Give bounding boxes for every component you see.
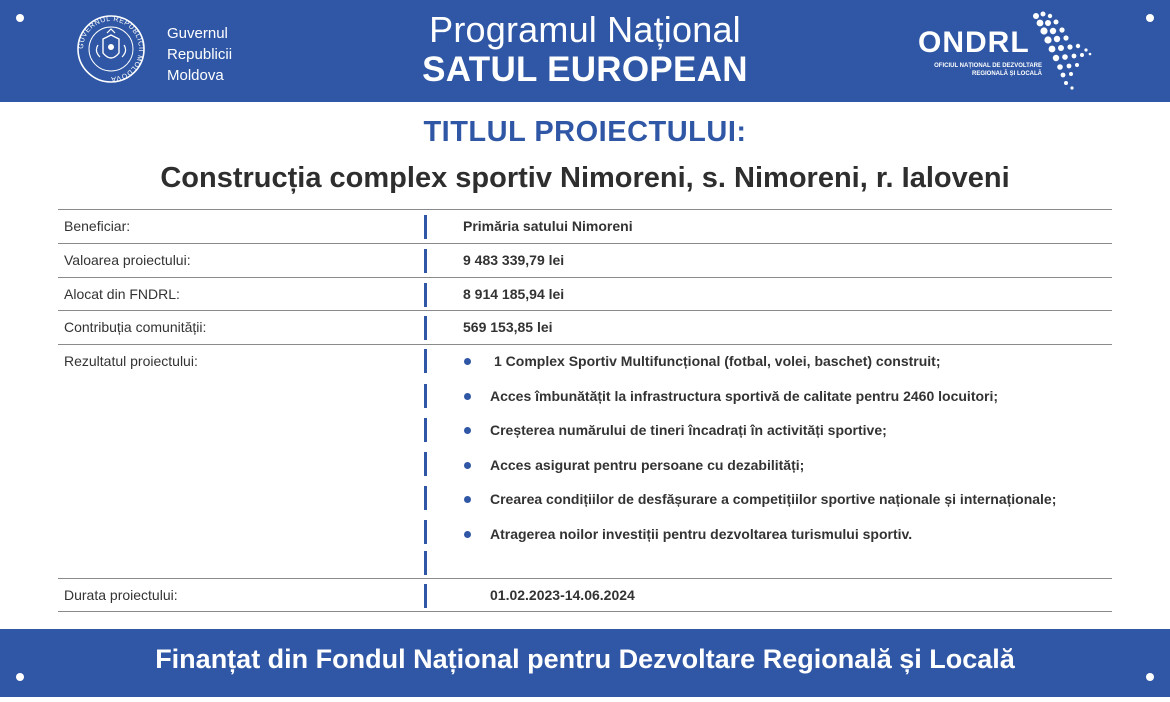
row-divider <box>424 283 427 307</box>
program-name: Programul Național <box>429 9 741 50</box>
screw-top-right <box>1146 14 1154 22</box>
list-item: Acces asigurat pentru persoane cu dezabilități; <box>458 455 1108 490</box>
alocat-value: 8 914 185,94 lei <box>463 286 565 302</box>
valoare-label: Valoarea proiectului: <box>64 252 191 268</box>
ondrl-name: ONDRL <box>918 26 1030 59</box>
table-row-valoare <box>58 243 1112 277</box>
bullet-icon <box>464 358 471 365</box>
moldova-map-icon <box>1026 10 1098 92</box>
header-banner <box>0 0 1170 102</box>
gov-text-line2: Republicii <box>167 46 233 63</box>
list-item: Atragerea noilor investiții pentru dezvoltarea turismului sportiv. <box>458 524 1108 559</box>
row-divider <box>424 551 427 575</box>
durata-label: Durata proiectului: <box>64 587 178 603</box>
screw-top-left <box>16 14 24 22</box>
rezultat-label: Rezultatul proiectului: <box>64 353 198 369</box>
table-row-rezultat <box>58 344 1112 578</box>
row-divider <box>424 486 427 510</box>
durata-value: 01.02.2023-14.06.2024 <box>490 587 635 603</box>
gov-text-line3: Moldova <box>167 67 224 84</box>
project-title: Construcția complex sportiv Nimoreni, s. Nimoreni, r. Ialoveni <box>160 162 1010 194</box>
results-list <box>458 351 1108 558</box>
row-divider <box>424 316 427 340</box>
beneficiar-value: Primăria satului Nimoreni <box>463 218 633 234</box>
government-seal-icon <box>76 9 146 89</box>
seal-text: GUVERNUL REPUBLICII MOLDOVA <box>77 15 145 83</box>
bullet-icon <box>464 531 471 538</box>
row-divider <box>424 249 427 273</box>
row-divider <box>424 418 427 442</box>
project-info-table <box>58 209 1112 612</box>
program-title <box>380 10 790 90</box>
bullet-icon <box>464 427 471 434</box>
list-item: Crearea condițiilor de desfășurare a competițiilor sportive naționale și internaționale; <box>458 489 1108 524</box>
ondrl-logo <box>918 10 1098 92</box>
contributia-label: Contribuția comunității: <box>64 319 207 335</box>
beneficiar-label: Beneficiar: <box>64 218 131 234</box>
contributia-value: 569 153,85 lei <box>463 319 553 335</box>
footer-banner <box>0 629 1170 697</box>
row-divider <box>424 215 427 239</box>
row-divider <box>424 520 427 544</box>
row-divider <box>424 349 427 373</box>
bullet-icon <box>464 393 471 400</box>
government-name <box>167 23 232 86</box>
alocat-label: Alocat din FNDRL: <box>64 286 180 302</box>
list-item: 1 Complex Sportiv Multifuncțional (fotbal, volei, baschet) construit; <box>458 351 1108 386</box>
ondrl-subtitle <box>918 62 1042 78</box>
ondrl-sub-line2: REGIONALĂ ȘI LOCALĂ <box>972 71 1042 77</box>
table-row-contributia <box>58 310 1112 344</box>
table-row-beneficiar <box>58 209 1112 243</box>
program-subtitle: SATUL EUROPEAN <box>422 50 748 89</box>
project-label: TITLUL PROIECTULUI: <box>423 116 747 148</box>
funding-statement: Finanțat din Fondul Național pentru Dezvoltare Regională și Locală <box>155 644 1015 674</box>
row-divider <box>424 452 427 476</box>
row-divider <box>424 584 427 608</box>
valoare-value: 9 483 339,79 lei <box>463 252 565 268</box>
row-divider <box>424 384 427 408</box>
bullet-icon <box>464 462 471 469</box>
list-item: Creșterea numărului de tineri încadrați în activități sportive; <box>458 420 1108 455</box>
table-row-alocat <box>58 277 1112 310</box>
bullet-icon <box>464 496 471 503</box>
list-item: Acces îmbunătățit la infrastructura sportivă de calitate pentru 2460 locuitori; <box>458 386 1108 421</box>
ondrl-sub-line1: OFICIUL NAȚIONAL DE DEZVOLTARE <box>934 63 1042 69</box>
table-row-durata <box>58 578 1112 612</box>
gov-text-line1: Guvernul <box>167 25 228 42</box>
